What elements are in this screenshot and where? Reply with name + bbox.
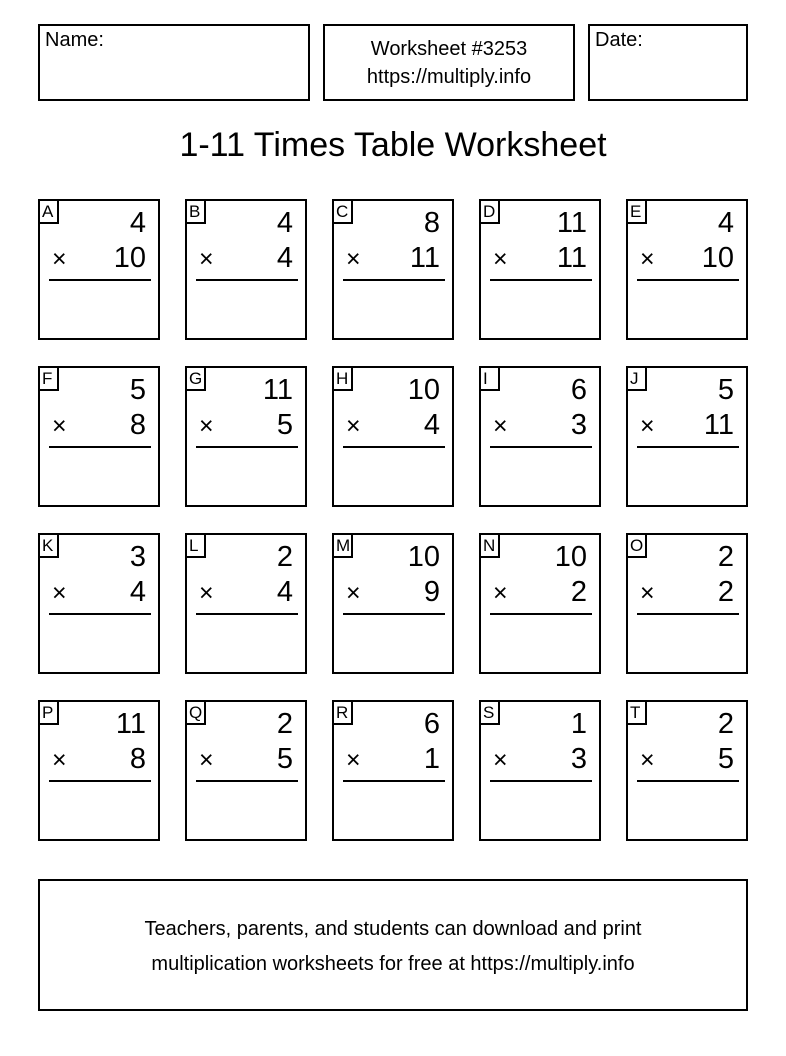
- multiplicand: 11: [262, 374, 293, 406]
- times-sign: ×: [640, 746, 655, 774]
- date-field[interactable]: [588, 24, 748, 101]
- multiplicand: 11: [115, 708, 146, 740]
- multiplier: 4: [276, 242, 293, 274]
- footer-note: [38, 879, 748, 1011]
- problem-card[interactable]: [479, 533, 601, 674]
- problem-card[interactable]: [38, 199, 160, 340]
- multiplier: 11: [556, 242, 587, 274]
- problem-card[interactable]: [38, 700, 160, 841]
- multiplier: 2: [717, 576, 734, 608]
- page-title: 1-11 Times Table Worksheet: [179, 126, 607, 164]
- answer-line: [343, 613, 445, 615]
- problem-card[interactable]: [332, 366, 454, 507]
- multiplicand: 2: [717, 541, 734, 573]
- multiplier: 8: [129, 743, 146, 775]
- problem-card[interactable]: [332, 533, 454, 674]
- problem-letter: A: [38, 199, 59, 224]
- times-sign: ×: [493, 579, 508, 607]
- times-sign: ×: [346, 245, 361, 273]
- times-sign: ×: [346, 412, 361, 440]
- times-sign: ×: [52, 245, 67, 273]
- problem-letter: F: [38, 366, 59, 391]
- multiplicand: 4: [129, 207, 146, 239]
- name-label: Name:: [45, 29, 104, 51]
- answer-line: [196, 279, 298, 281]
- multiplier: 10: [113, 242, 146, 274]
- multiplicand: 8: [423, 207, 440, 239]
- footer-line-2: multiplication worksheets for free at https://multiply.info: [151, 953, 635, 975]
- worksheet-number: Worksheet #3253: [370, 38, 528, 60]
- multiplier: 5: [717, 743, 734, 775]
- multiplicand: 10: [407, 541, 440, 573]
- problem-card[interactable]: [185, 700, 307, 841]
- multiplier: 3: [570, 409, 587, 441]
- times-sign: ×: [199, 579, 214, 607]
- problem-letter: I: [479, 366, 500, 391]
- problem-letter: B: [185, 199, 206, 224]
- answer-line: [49, 279, 151, 281]
- times-sign: ×: [52, 579, 67, 607]
- worksheet-url: https://multiply.info: [366, 66, 532, 88]
- problem-letter: D: [479, 199, 500, 224]
- problem-letter: T: [626, 700, 647, 725]
- answer-line: [196, 780, 298, 782]
- problem-letter: R: [332, 700, 353, 725]
- answer-line: [490, 279, 592, 281]
- multiplicand: 3: [129, 541, 146, 573]
- answer-line: [343, 780, 445, 782]
- answer-line: [49, 780, 151, 782]
- answer-line: [49, 613, 151, 615]
- times-sign: ×: [199, 412, 214, 440]
- problem-letter: N: [479, 533, 500, 558]
- date-label: Date:: [595, 29, 643, 51]
- multiplicand: 6: [570, 374, 587, 406]
- multiplier: 4: [276, 576, 293, 608]
- problem-letter: M: [332, 533, 353, 558]
- worksheet-info-box: [323, 24, 575, 101]
- times-sign: ×: [640, 412, 655, 440]
- problem-card[interactable]: [626, 533, 748, 674]
- multiplicand: 6: [423, 708, 440, 740]
- problem-letter: L: [185, 533, 206, 558]
- problem-letter: C: [332, 199, 353, 224]
- answer-line: [343, 446, 445, 448]
- multiplier: 2: [570, 576, 587, 608]
- answer-line: [637, 279, 739, 281]
- problem-letter: Q: [185, 700, 206, 725]
- multiplicand: 2: [717, 708, 734, 740]
- problem-letter: G: [185, 366, 206, 391]
- answer-line: [196, 613, 298, 615]
- problem-letter: E: [626, 199, 647, 224]
- multiplicand: 5: [129, 374, 146, 406]
- problem-letter: K: [38, 533, 59, 558]
- multiplier: 5: [276, 409, 293, 441]
- multiplicand: 11: [556, 207, 587, 239]
- multiplicand: 2: [276, 541, 293, 573]
- times-sign: ×: [493, 412, 508, 440]
- multiplier: 9: [423, 576, 440, 608]
- problem-card[interactable]: [185, 533, 307, 674]
- multiplier: 5: [276, 743, 293, 775]
- multiplier: 11: [409, 242, 440, 274]
- multiplier: 11: [703, 409, 734, 441]
- problem-card[interactable]: [479, 700, 601, 841]
- problem-card[interactable]: [626, 199, 748, 340]
- problem-letter: O: [626, 533, 647, 558]
- problem-card[interactable]: [38, 366, 160, 507]
- problem-card[interactable]: [332, 700, 454, 841]
- problem-card[interactable]: [479, 366, 601, 507]
- times-sign: ×: [199, 245, 214, 273]
- problem-letter: S: [479, 700, 500, 725]
- multiplicand: 5: [717, 374, 734, 406]
- answer-line: [490, 446, 592, 448]
- times-sign: ×: [640, 579, 655, 607]
- multiplicand: 4: [276, 207, 293, 239]
- problem-card[interactable]: [185, 366, 307, 507]
- problem-card[interactable]: [626, 366, 748, 507]
- name-field[interactable]: [38, 24, 310, 101]
- times-sign: ×: [493, 245, 508, 273]
- answer-line: [637, 613, 739, 615]
- times-sign: ×: [199, 746, 214, 774]
- multiplier: 8: [129, 409, 146, 441]
- multiplier: 4: [423, 409, 440, 441]
- times-sign: ×: [346, 579, 361, 607]
- problem-card[interactable]: [626, 700, 748, 841]
- multiplicand: 10: [407, 374, 440, 406]
- problem-letter: H: [332, 366, 353, 391]
- times-sign: ×: [52, 746, 67, 774]
- problem-card[interactable]: [38, 533, 160, 674]
- times-sign: ×: [493, 746, 508, 774]
- multiplicand: 4: [717, 207, 734, 239]
- answer-line: [49, 446, 151, 448]
- answer-line: [490, 613, 592, 615]
- multiplier: 10: [701, 242, 734, 274]
- problem-card[interactable]: [185, 199, 307, 340]
- problem-card[interactable]: [332, 199, 454, 340]
- answer-line: [637, 446, 739, 448]
- answer-line: [490, 780, 592, 782]
- answer-line: [343, 279, 445, 281]
- problem-card[interactable]: [479, 199, 601, 340]
- multiplicand: 10: [554, 541, 587, 573]
- problem-letter: J: [626, 366, 647, 391]
- answer-line: [196, 446, 298, 448]
- multiplicand: 2: [276, 708, 293, 740]
- problem-letter: P: [38, 700, 59, 725]
- multiplicand: 1: [570, 708, 587, 740]
- times-sign: ×: [640, 245, 655, 273]
- multiplier: 3: [570, 743, 587, 775]
- multiplier: 4: [129, 576, 146, 608]
- answer-line: [637, 780, 739, 782]
- times-sign: ×: [346, 746, 361, 774]
- multiplier: 1: [423, 743, 440, 775]
- times-sign: ×: [52, 412, 67, 440]
- footer-line-1: Teachers, parents, and students can download and print: [144, 918, 642, 940]
